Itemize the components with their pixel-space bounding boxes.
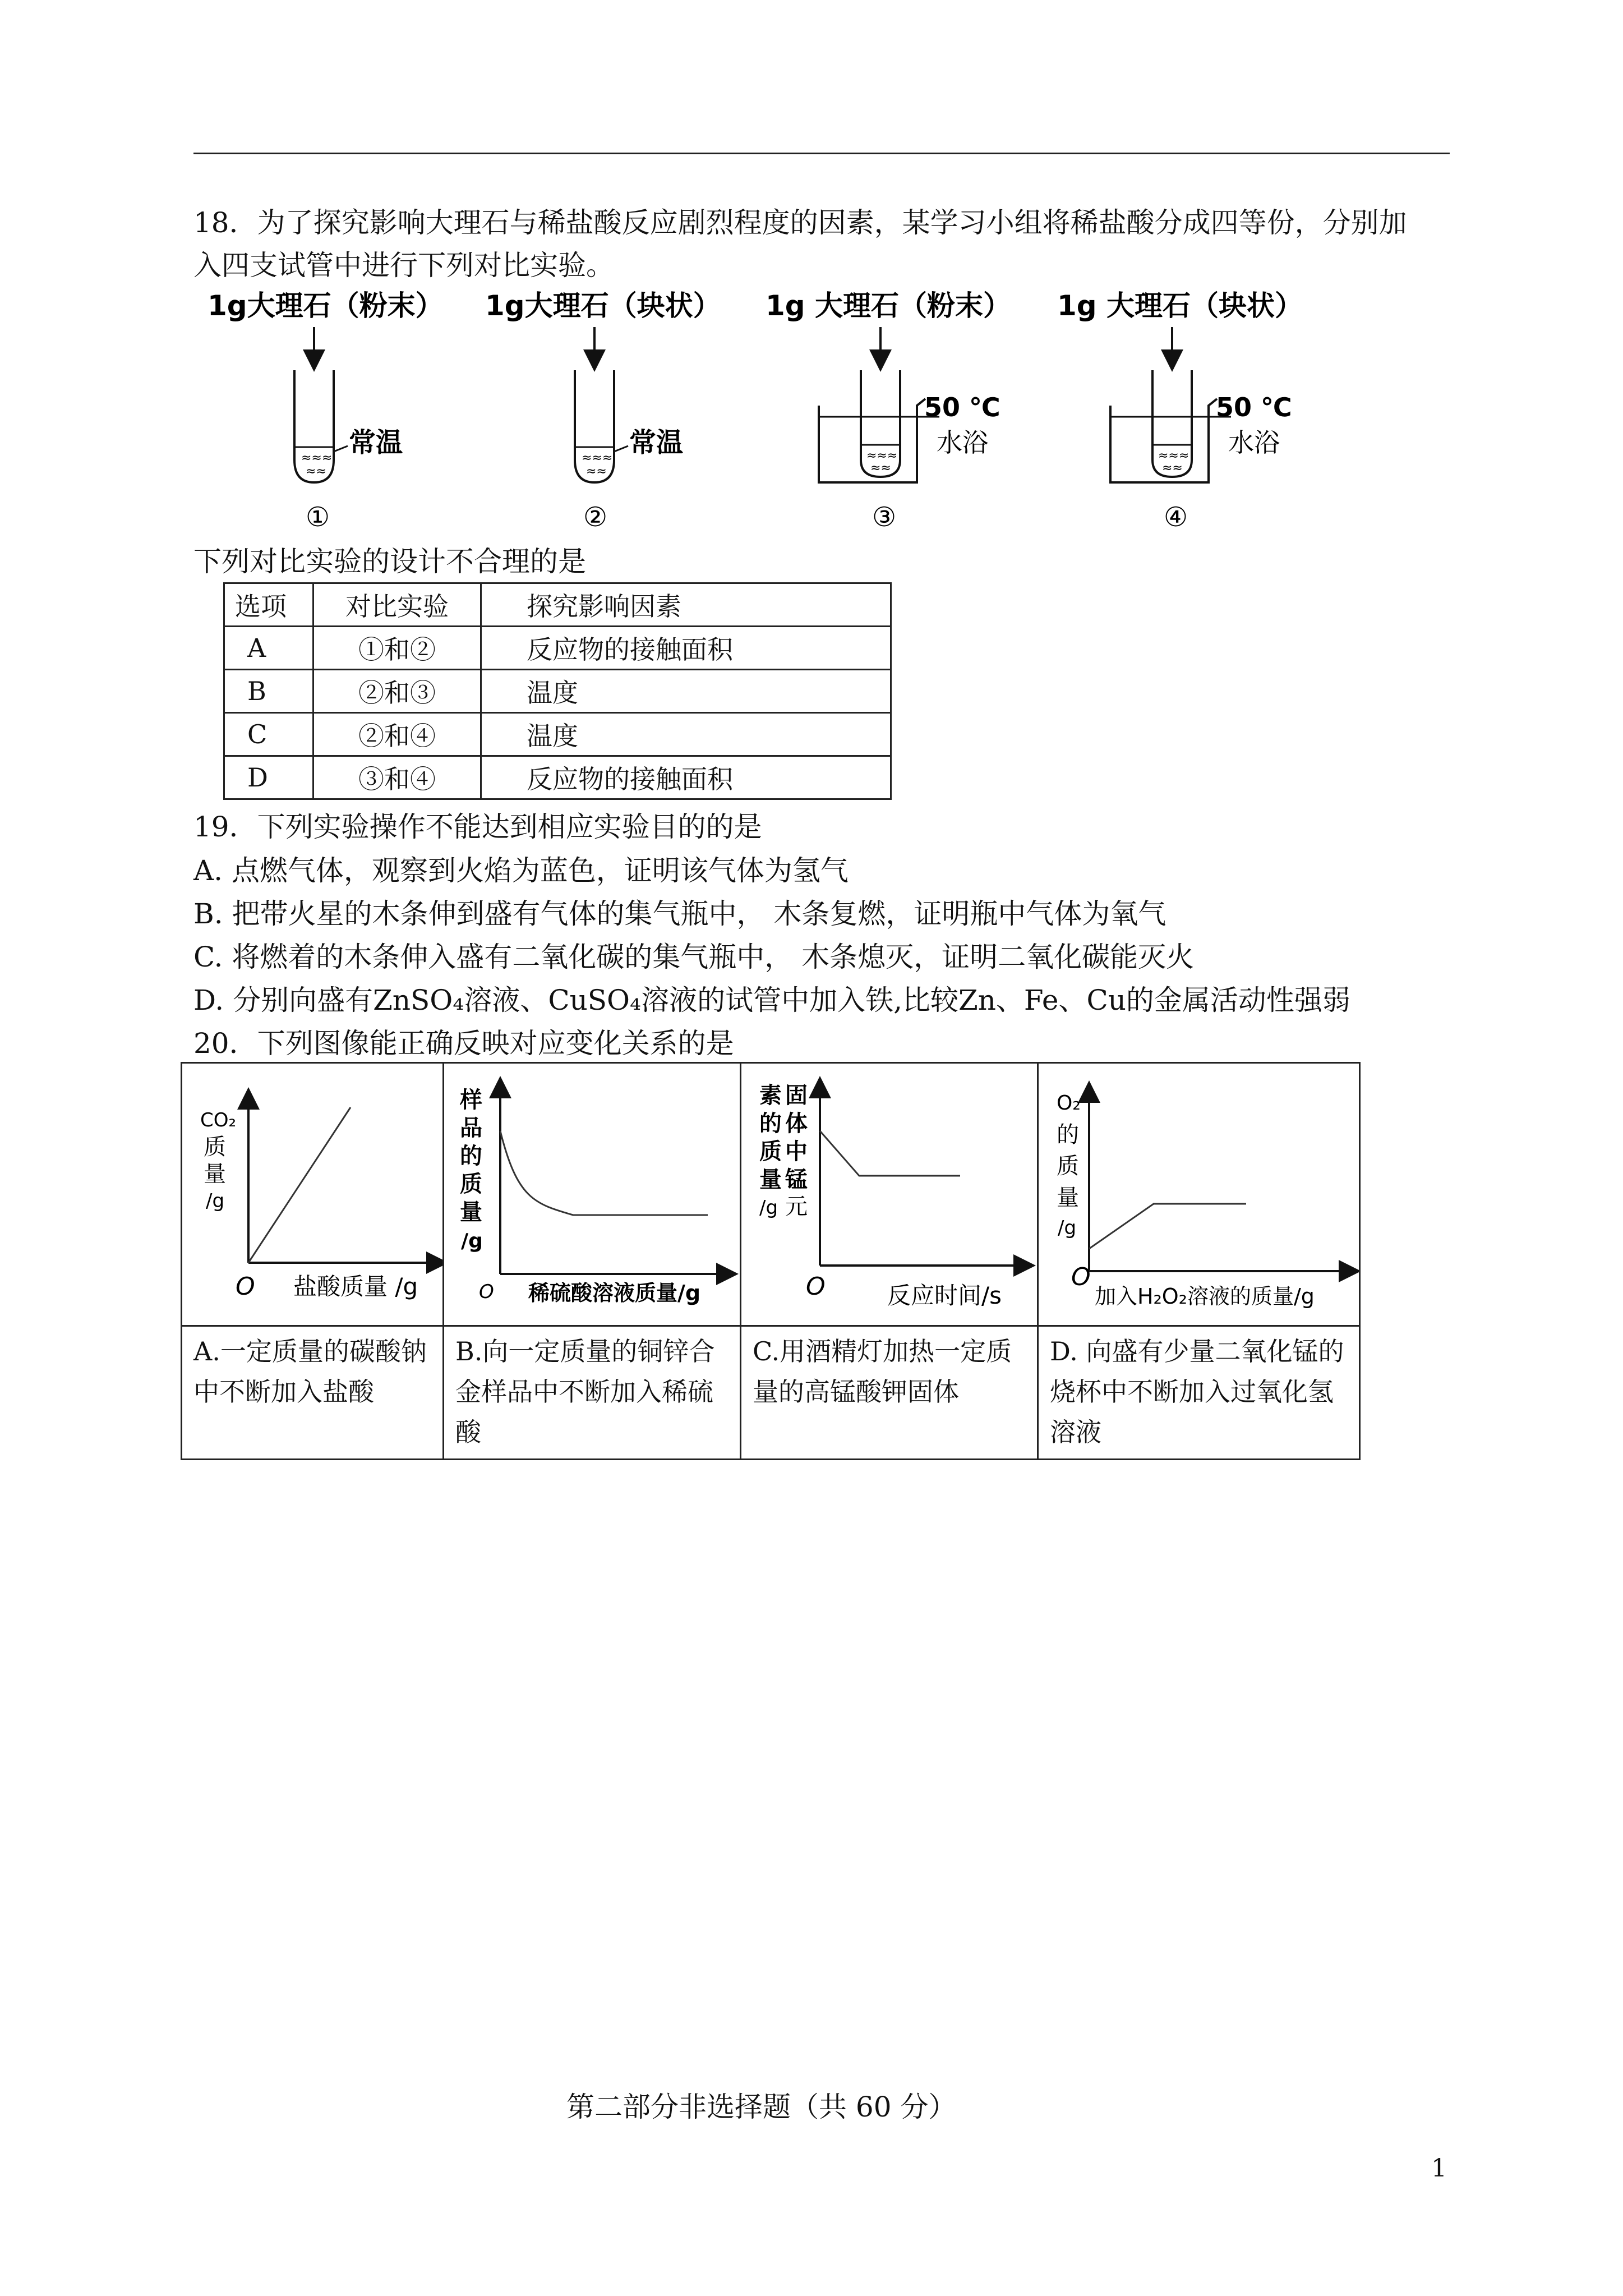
setup-4-bath: 水浴: [1228, 427, 1280, 458]
graph-a-xlabel: 盐酸质量 /g: [293, 1273, 418, 1300]
graph-b-xlabel: 稀硫酸溶液质量/g: [528, 1281, 701, 1305]
svg-text:≈≈≈: ≈≈≈: [582, 451, 613, 465]
table-row: [224, 670, 891, 713]
table-header-cell: 选项: [224, 583, 313, 627]
graph-cell-d: [1039, 1064, 1359, 1458]
q19-option-b: B. 把带火星的木条伸到盛有气体的集气瓶中， 木条复燃，证明瓶中气体为氧气: [193, 898, 1166, 930]
graph-c-ylabel-col2-2: 体: [785, 1111, 808, 1137]
setup-3-bath: 水浴: [937, 427, 988, 458]
graph-d-caption: D. 向盛有少量二氧化锰的烧杯中不断加入过氧化氢溶液: [1039, 1325, 1359, 1458]
table-header-cell: 探究影响因素: [481, 583, 891, 627]
table-cell: 反应物的接触面积: [481, 627, 891, 670]
table-cell: D: [224, 756, 313, 799]
table-row: [224, 627, 891, 670]
setup-4-number: ④: [1164, 501, 1188, 533]
table-row: [224, 713, 891, 756]
setup-2-number: ②: [583, 501, 608, 533]
graph-c-origin: O: [806, 1272, 826, 1301]
setup-3: [766, 289, 1011, 533]
graph-d-ylabel-2: 的: [1057, 1122, 1079, 1148]
graph-b-ylabel-1: 样: [460, 1087, 482, 1113]
setup-3-label: 1g 大理石（粉末）: [766, 289, 1011, 322]
graph-c-ylabel-col2-1: 固: [785, 1083, 808, 1108]
table-cell: ③和④: [313, 756, 481, 799]
setup-2-label: 1g大理石（块状）: [485, 289, 721, 322]
table-cell: ②和④: [313, 713, 481, 756]
graph-b-curve: [500, 1131, 708, 1215]
q19-option-a: A. 点燃气体，观察到火焰为蓝色，证明该气体为氢气: [193, 854, 849, 887]
graph-c-ylabel-col1-1: 素: [759, 1083, 782, 1108]
table-cell: A: [224, 627, 313, 670]
table-cell: ②和③: [313, 670, 481, 713]
setup-1: [208, 289, 444, 533]
svg-text:≈≈: ≈≈: [1162, 461, 1183, 475]
setup-2: [485, 289, 721, 533]
graph-cell-c: [741, 1064, 1039, 1458]
graph-a-ylabel-3: 量: [204, 1161, 226, 1187]
setup-4-label: 1g 大理石（块状）: [1057, 289, 1303, 322]
graph-cell-b: [444, 1064, 741, 1458]
table-header-cell: 对比实验: [313, 583, 481, 627]
graph-d-ylabel-1: O₂: [1057, 1092, 1081, 1115]
svg-text:≈≈: ≈≈: [586, 464, 607, 478]
table-header-row: [224, 583, 891, 627]
graph-b-ylabel-4: 质: [460, 1171, 482, 1197]
graph-b: [444, 1064, 740, 1325]
graph-c-ylabel-col1-2: 的: [759, 1111, 782, 1137]
svg-text:≈≈≈: ≈≈≈: [1158, 449, 1189, 463]
graph-a-origin: O: [236, 1272, 255, 1301]
setup-4-temp: 50 ℃: [1216, 392, 1292, 422]
graph-a-ylabel-4: /g: [206, 1190, 225, 1212]
setup-1-label: 1g大理石（粉末）: [208, 289, 444, 322]
svg-text:≈≈: ≈≈: [870, 461, 891, 475]
setup-4: [1057, 289, 1303, 533]
graph-b-ylabel-6: /g: [461, 1230, 483, 1253]
table-row: [224, 756, 891, 799]
graph-a-line: [248, 1107, 351, 1263]
q18-question: 下列对比实验的设计不合理的是: [193, 545, 586, 578]
q18-stem-line1: 18．为了探究影响大理石与稀盐酸反应剧烈程度的因素，某学习小组将稀盐酸分成四等份，分别加: [193, 206, 1407, 239]
q19-option-d: D. 分别向盛有ZnSO₄溶液、CuSO₄溶液的试管中加入铁,比较Zn、Fe、Cu的金属活动性强弱: [193, 984, 1350, 1016]
graph-c-xlabel: 反应时间/s: [887, 1282, 1002, 1309]
table-cell: 反应物的接触面积: [481, 756, 891, 799]
graph-a-caption: A.一定质量的碳酸钠中不断加入盐酸: [182, 1325, 442, 1458]
graph-c-caption: C.用酒精灯加热一定质量的高锰酸钾固体: [741, 1325, 1037, 1458]
graph-c-line: [820, 1131, 960, 1176]
graph-d-xlabel: 加入H₂O₂溶液的质量/g: [1095, 1284, 1315, 1309]
graph-b-caption: B.向一定质量的铜锌合金样品中不断加入稀硫酸: [444, 1325, 740, 1458]
setup-1-cond: 常温: [349, 427, 403, 458]
svg-text:≈≈: ≈≈: [306, 464, 326, 478]
graph-c-ylabel-col1-5: /g: [759, 1197, 778, 1219]
table-cell: 温度: [481, 670, 891, 713]
graph-a: [182, 1064, 442, 1325]
graph-d-origin: O: [1071, 1263, 1091, 1291]
q19-option-c: C. 将燃着的木条伸入盛有二氧化碳的集气瓶中， 木条熄灭，证明二氧化碳能灭火: [193, 941, 1195, 973]
graph-d-ylabel-5: /g: [1058, 1217, 1077, 1239]
setup-2-cond: 常温: [629, 427, 684, 458]
page-number: 1: [1431, 2154, 1447, 2183]
q20-graph-table: [181, 1062, 1361, 1460]
setup-3-temp: 50 ℃: [924, 392, 1000, 422]
setup-3-number: ③: [872, 501, 897, 533]
q18-stem-line2: 入四支试管中进行下列对比实验。: [193, 249, 614, 282]
graph-d-ylabel-3: 质: [1057, 1153, 1079, 1179]
graph-a-ylabel-1: CO₂: [200, 1109, 237, 1131]
graph-d-line: [1089, 1204, 1246, 1249]
graph-b-ylabel-5: 量: [460, 1199, 482, 1225]
table-cell: ①和②: [313, 627, 481, 670]
header-rule: [193, 153, 1450, 154]
section-title: 第二部分非选择题（共 60 分）: [566, 2091, 957, 2123]
graph-d-ylabel-4: 量: [1057, 1185, 1079, 1211]
table-cell: B: [224, 670, 313, 713]
graph-d: [1039, 1064, 1359, 1325]
setup-1-number: ①: [306, 501, 330, 533]
q19-stem: 19．下列实验操作不能达到相应实验目的的是: [193, 811, 762, 843]
q18-experiment-figure: [185, 283, 1307, 547]
graph-b-ylabel-3: 的: [460, 1143, 482, 1169]
graph-c-ylabel-col2-3: 中: [785, 1139, 808, 1165]
graph-c: [741, 1064, 1037, 1325]
svg-text:≈≈≈: ≈≈≈: [866, 449, 898, 463]
graph-c-ylabel-col1-3: 质: [759, 1139, 782, 1165]
graph-a-ylabel-2: 质: [204, 1134, 226, 1160]
graph-cell-a: [182, 1064, 444, 1458]
graph-c-ylabel-col2-4: 锰: [785, 1167, 808, 1193]
graph-c-ylabel-col1-4: 量: [759, 1167, 782, 1193]
graph-c-ylabel-col2-5: 元: [785, 1194, 808, 1220]
table-cell: 温度: [481, 713, 891, 756]
graph-b-ylabel-2: 品: [460, 1115, 482, 1141]
q20-stem: 20．下列图像能正确反映对应变化关系的是: [193, 1027, 734, 1060]
graph-b-origin: O: [479, 1281, 494, 1303]
svg-text:≈≈≈: ≈≈≈: [301, 451, 333, 465]
table-cell: C: [224, 713, 313, 756]
q18-options-table: [223, 582, 892, 800]
